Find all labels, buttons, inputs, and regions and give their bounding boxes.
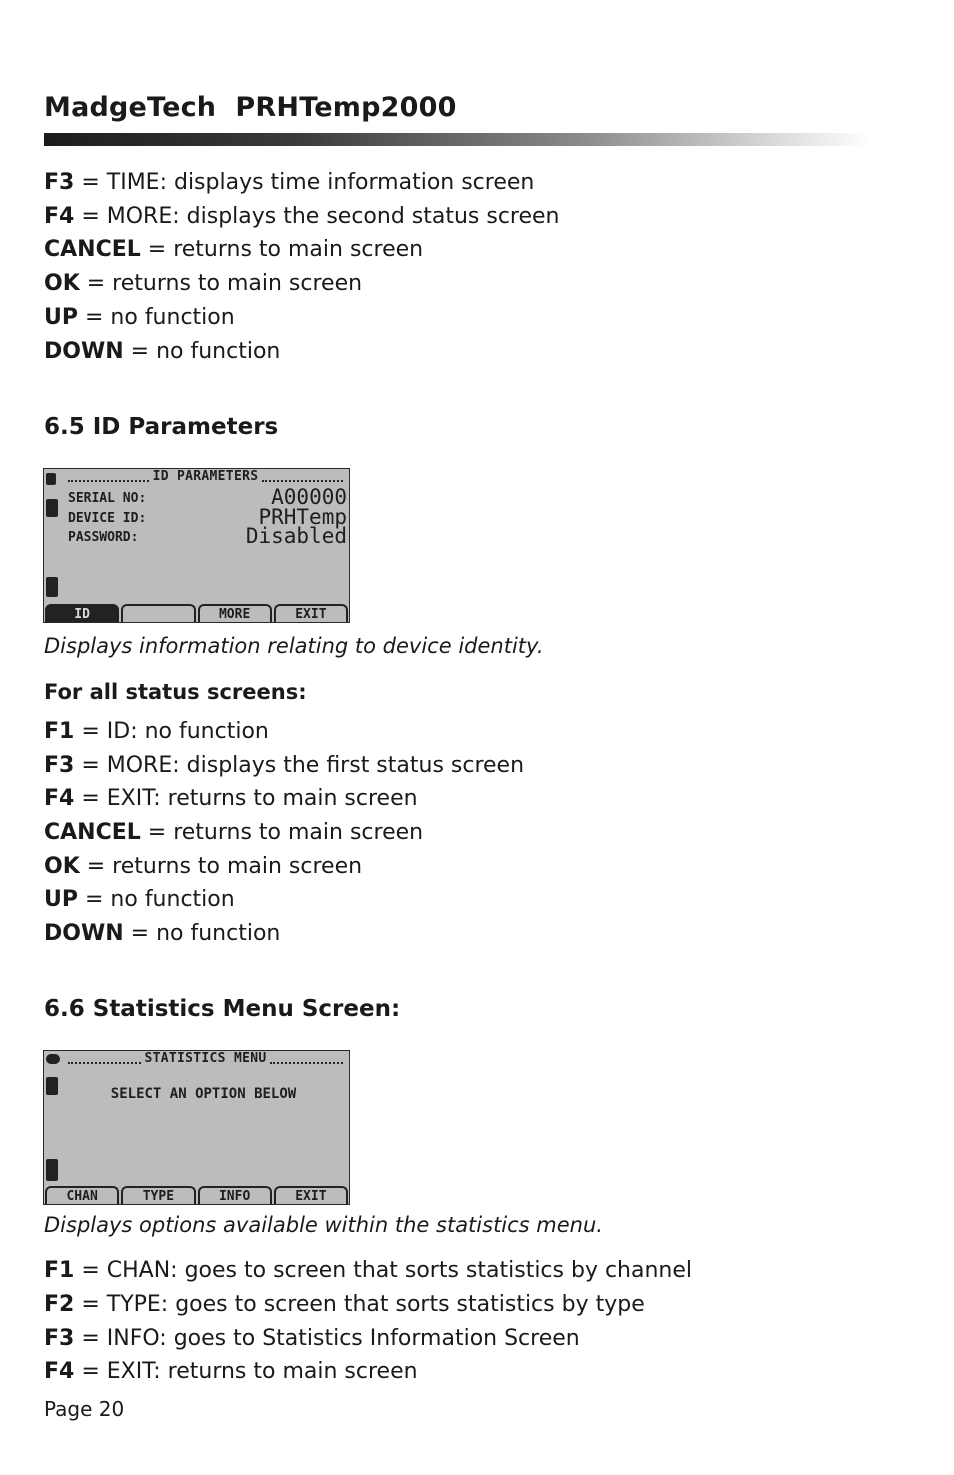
key-name: F3 — [44, 753, 75, 778]
header-dots — [68, 1054, 141, 1064]
key-name: F4 — [44, 204, 75, 229]
battery-icon — [46, 577, 58, 597]
password-label: PASSWORD: — [68, 530, 139, 545]
fkey-chan[interactable]: CHAN — [45, 1186, 119, 1204]
key-line — [44, 886, 235, 914]
key-line — [44, 718, 269, 746]
key-desc: = MORE: displays the second status screen — [74, 204, 560, 229]
screen-message: SELECT AN OPTION BELOW — [110, 1086, 297, 1102]
key-name: DOWN — [44, 339, 124, 364]
section-heading-stats: 6.6 Statistics Menu Screen: — [44, 996, 401, 1022]
key-line — [44, 169, 534, 197]
page-number: Page 20 — [44, 1397, 125, 1421]
key-desc: = CHAN: goes to screen that sorts statistics by channel — [74, 1258, 693, 1283]
fkey-id[interactable]: ID — [45, 604, 119, 622]
key-line — [44, 819, 423, 847]
key-name: UP — [44, 887, 78, 912]
serial-no-value: A00000 — [271, 485, 347, 509]
device-id-label: DEVICE ID: — [68, 511, 147, 526]
device-id-value: PRHTemp — [258, 505, 347, 529]
key-name: OK — [44, 854, 80, 879]
status-screens-subheading: For all status screens: — [44, 680, 307, 704]
key-line — [44, 785, 418, 813]
statistics-menu-screen — [43, 1050, 350, 1205]
key-line — [44, 270, 362, 298]
key-desc: = INFO: goes to Statistics Information Screen — [74, 1326, 580, 1351]
key-line — [44, 1291, 645, 1319]
key-line — [44, 338, 280, 366]
header-dots — [270, 1054, 343, 1064]
function-key-bar — [44, 1186, 349, 1204]
key-desc: = TIME: displays time information screen — [74, 170, 535, 195]
key-desc: = no function — [78, 305, 235, 330]
key-desc: = EXIT: returns to main screen — [74, 786, 418, 811]
key-desc: = ID: no function — [74, 719, 269, 744]
screen-header — [64, 1051, 347, 1066]
page-title: MadgeTech PRHTemp2000 — [44, 92, 457, 123]
key-name: UP — [44, 305, 78, 330]
serial-no-label: SERIAL NO: — [68, 491, 147, 506]
key-line — [44, 236, 423, 264]
lock-icon — [46, 499, 58, 517]
key-name: F1 — [44, 719, 75, 744]
key-name: F3 — [44, 170, 75, 195]
key-line — [44, 853, 362, 881]
function-key-bar — [44, 604, 349, 622]
title-rule — [44, 133, 870, 146]
key-name: F2 — [44, 1292, 75, 1317]
fkey-exit[interactable]: EXIT — [274, 604, 348, 622]
key-line — [44, 1358, 418, 1386]
header-dots — [68, 472, 149, 482]
key-name: F4 — [44, 786, 75, 811]
key-desc: = returns to main screen — [79, 271, 363, 296]
key-name: F3 — [44, 1326, 75, 1351]
key-desc: = no function — [78, 887, 235, 912]
key-desc: = no function — [123, 921, 281, 946]
key-line — [44, 1325, 580, 1353]
fkey-blank[interactable] — [121, 604, 195, 622]
key-name: CANCEL — [44, 820, 141, 845]
key-name: OK — [44, 271, 80, 296]
key-line — [44, 752, 524, 780]
section-heading-id: 6.5 ID Parameters — [44, 414, 279, 440]
key-desc: = no function — [123, 339, 281, 364]
key-desc: = returns to main screen — [140, 237, 424, 262]
battery-icon — [46, 1159, 58, 1181]
id-screen-caption: Displays information relating to device identity. — [44, 634, 544, 658]
key-line — [44, 304, 235, 332]
screen-header-label: ID PARAMETERS — [152, 469, 259, 484]
key-line — [44, 203, 560, 231]
key-desc: = returns to main screen — [140, 820, 424, 845]
key-line — [44, 920, 280, 948]
id-parameters-screen — [43, 468, 350, 623]
fkey-exit[interactable]: EXIT — [274, 1186, 348, 1204]
key-desc: = MORE: displays the first status screen — [74, 753, 525, 778]
fkey-info[interactable]: INFO — [198, 1186, 272, 1204]
arrow-icon — [46, 473, 56, 485]
key-name: DOWN — [44, 921, 124, 946]
key-desc: = TYPE: goes to screen that sorts statistics by type — [74, 1292, 645, 1317]
arrow-icon — [46, 1054, 60, 1064]
key-name: F1 — [44, 1258, 75, 1283]
screen-header — [64, 469, 347, 484]
stats-screen-caption: Displays options available within the statistics menu. — [44, 1213, 603, 1237]
screen-header-label: STATISTICS MENU — [144, 1051, 267, 1066]
fkey-more[interactable]: MORE — [198, 604, 272, 622]
key-desc: = returns to main screen — [79, 854, 363, 879]
header-dots — [262, 472, 343, 482]
password-value: Disabled — [245, 524, 347, 548]
fkey-type[interactable]: TYPE — [121, 1186, 195, 1204]
key-name: F4 — [44, 1359, 75, 1384]
key-desc: = EXIT: returns to main screen — [74, 1359, 418, 1384]
key-name: CANCEL — [44, 237, 141, 262]
key-line — [44, 1257, 692, 1285]
